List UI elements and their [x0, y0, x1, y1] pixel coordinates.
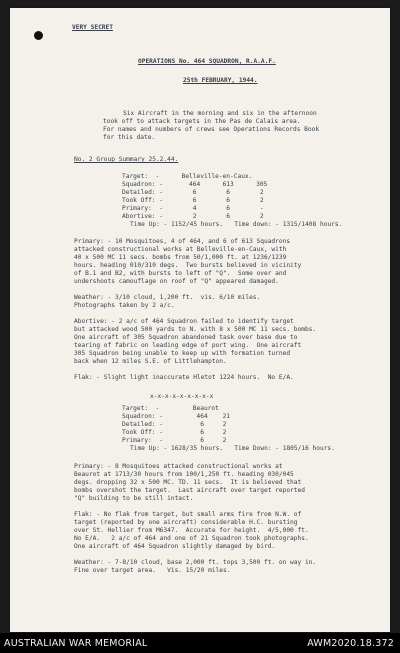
archive-name: AUSTRALIAN WAR MEMORIAL [4, 638, 148, 649]
text-line: Flak: - No flak from target, but small arms fire from N.W. of [74, 511, 302, 518]
text-line: Weather: - 3/10 cloud, 1,200 ft. vis. 6/10 miles. [74, 294, 261, 301]
text-line: undershoots camouflage on roof of "Q" appeared damaged. [74, 278, 279, 285]
text-line: degs. dropping 32 x 500 MC. TD. 11 secs. It is believed that [74, 479, 302, 486]
punch-hole [34, 31, 43, 40]
table-row: Detailed: - 6 2 [122, 421, 227, 428]
text-line: bombs overshot the target. Last aircraft over target reported [74, 487, 305, 494]
summary-heading: No. 2 Group Summary 25.2.44. [74, 156, 179, 163]
intro-line: For names and numbers of crews see Operations Records Book [103, 126, 320, 133]
table-row: Squadron: - 464 613 305 [122, 181, 268, 188]
intro-line: took off to attack targets in the Pas de Calais area. [103, 118, 301, 125]
section-separator: x-x-x-x-x-x-x-x-x [150, 393, 214, 400]
text-line: back when 12 miles S.E. of Littlehampton. [74, 358, 227, 365]
text-line: attacked constructional works at Belleville-en-Caux, with [74, 246, 287, 253]
table-row: Target: - Beaurot [122, 405, 219, 412]
archive-footer-bar [0, 633, 400, 653]
text-line: Abortive: - 2 a/c of 464 Squadron failed to identify target [74, 318, 294, 325]
text-line: One aircraft of 464 Squadron slightly damaged by bird. [74, 543, 276, 550]
text-line: over St. Hellier from M6347. Accurate for height. 4/5,000 ft. [74, 527, 309, 534]
classification-stamp: VERY SECRET [72, 24, 113, 31]
intro-line: for this date. [103, 134, 156, 141]
table-row: Primary: - 4 6 - [122, 205, 264, 212]
text-line: but attacked wood 500 yards to N. with 8 x 500 MC 11 secs. bombs. [74, 326, 317, 333]
text-line: 305 Squadron being unable to keep up with formation turned [74, 350, 291, 357]
text-line: Weather: - 7-8/10 cloud, base 2,000 ft. tops 3,500 ft. on way in. [74, 559, 317, 566]
table-row: Took Off: - 6 2 [122, 429, 227, 436]
text-line: 40 x 500 MC 11 secs. bombs from 50/1,000 ft. at 1236/1239 [74, 254, 287, 261]
table-row: Squadron: - 464 21 [122, 413, 231, 420]
text-line: Primary: - 8 Mosquitoes attacked constructional works at [74, 463, 283, 470]
table-row: Detailed: - 6 6 2 [122, 189, 264, 196]
intro-line: Six Aircraft in the morning and six in the afternoon [123, 110, 317, 117]
text-line: Primary: - 10 Mosquitoes, 4 of 464, and 6 of 613 Squadrons [74, 238, 291, 245]
table-row: Target: - Belleville-en-Caux. [122, 173, 253, 180]
table-time-row: Time Up: - 1152/45 hours. Time down: - 1315/1408 hours. [130, 221, 343, 228]
table-row: Abortive: - 2 6 2 [122, 213, 264, 220]
text-line: Beaurot at 1713/30 hours from 100/1,250 ft. heading 030/045 [74, 471, 294, 478]
text-line: No E/A. 2 a/c of 464 and one of 21 Squadron took photographs. [74, 535, 309, 542]
table-row: Primary: - 6 2 [122, 437, 227, 444]
text-line: of B.1 and B2, with bursts to left of "Q". Some over and [74, 270, 287, 277]
text-line: target (reported by one aircraft) considerable H.C. bursting [74, 519, 298, 526]
text-line: "Q" building to be still intact. [74, 495, 194, 502]
document-date: 25th FEBRUARY, 1944. [183, 77, 258, 84]
flak-paragraph-first: Flak: - Slight light inaccurate Hletot 1224 hours. No E/A. [74, 374, 294, 381]
table-time-row: Time Up: - 1628/35 hours. Time Down: - 1805/16 hours. [130, 445, 335, 452]
text-line: tearing of fabric on leading edge of port wing. One aircraft [74, 342, 302, 349]
document-title: OPERATIONS No. 464 SQUADRON, R.A.A.F. [138, 58, 276, 65]
text-line: hours. heading 010/310 degs. Two bursts believed in vicinity [74, 262, 302, 269]
text-line: One aircraft of 305 Squadron abandoned task over base due to [74, 334, 298, 341]
text-line: Fine over target area. Vis. 15/20 miles. [74, 567, 231, 574]
archive-reference: AWM2020.18.372 [307, 638, 394, 649]
text-line: Photographs taken by 2 a/c. [74, 302, 175, 309]
table-row: Took Off: - 6 6 2 [122, 197, 264, 204]
